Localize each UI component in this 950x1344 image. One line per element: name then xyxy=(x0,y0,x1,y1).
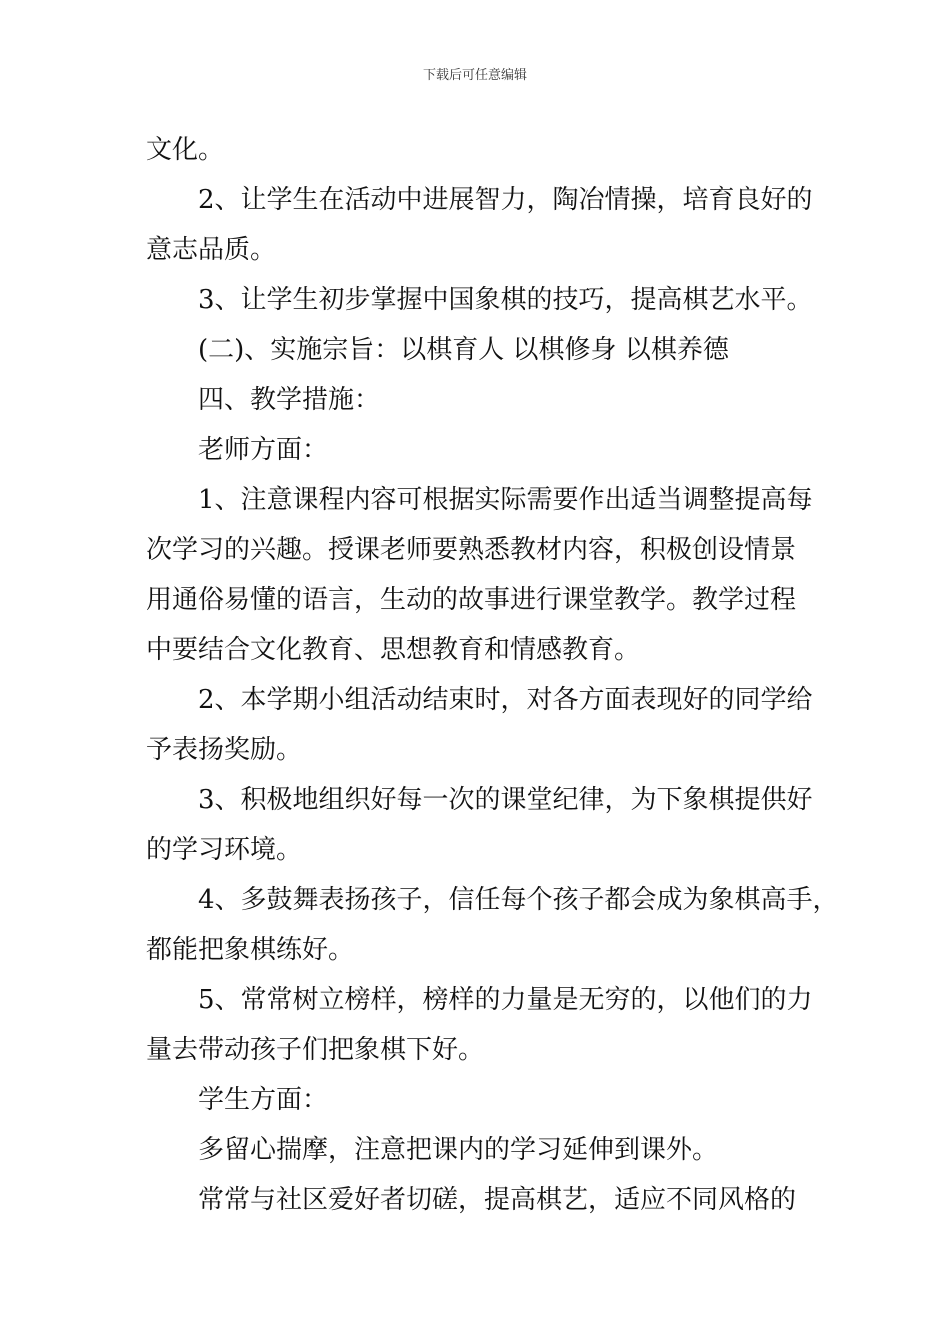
text-line: 2、本学期小组活动结束时，对各方面表现好的同学给 xyxy=(198,685,813,715)
text-line: 3、让学生初步掌握中国象棋的技巧，提高棋艺水平。 xyxy=(198,285,813,315)
text-line: 1、注意课程内容可根据实际需要作出适当调整提高每 xyxy=(198,485,813,515)
text-line: 多留心揣摩，注意把课内的学习延伸到课外。 xyxy=(198,1135,719,1165)
text-line: 2、让学生在活动中进展智力，陶冶情操，培育良好的 xyxy=(198,185,813,215)
text-line: 量去带动孩子们把象棋下好。 xyxy=(146,1035,485,1065)
text-line: 文化。 xyxy=(146,135,225,165)
text-line: 用通俗易懂的语言，生动的故事进行课堂教学。教学过程 xyxy=(146,585,797,615)
text-line: 3、积极地组织好每一次的课堂纪律，为下象棋提供好 xyxy=(198,785,813,815)
subsection-heading: 学生方面： xyxy=(198,1085,329,1115)
section-heading: 四、教学措施： xyxy=(198,385,381,415)
text-line: 4、多鼓舞表扬孩子，信任每个孩子都会成为象棋高手， xyxy=(198,885,839,915)
text-line: 次学习的兴趣。授课老师要熟悉教材内容，积极创设情景 xyxy=(146,535,797,565)
text-line: 予表扬奖励。 xyxy=(146,735,303,765)
text-line: (二)、实施宗旨：以棋育人 以棋修身 以棋养德 xyxy=(198,335,729,365)
document-body xyxy=(146,125,839,1225)
text-line: 意志品质。 xyxy=(146,235,277,265)
text-line: 5、常常树立榜样，榜样的力量是无穷的，以他们的力 xyxy=(198,985,813,1015)
text-line: 都能把象棋练好。 xyxy=(146,935,355,965)
text-line: 中要结合文化教育、思想教育和情感教育。 xyxy=(146,635,641,665)
subsection-heading: 老师方面： xyxy=(198,435,329,465)
page-header: 下载后可任意编辑 xyxy=(422,68,527,83)
text-line: 的学习环境。 xyxy=(146,835,303,865)
text-line: 常常与社区爱好者切磋，提高棋艺，适应不同风格的 xyxy=(198,1185,797,1215)
